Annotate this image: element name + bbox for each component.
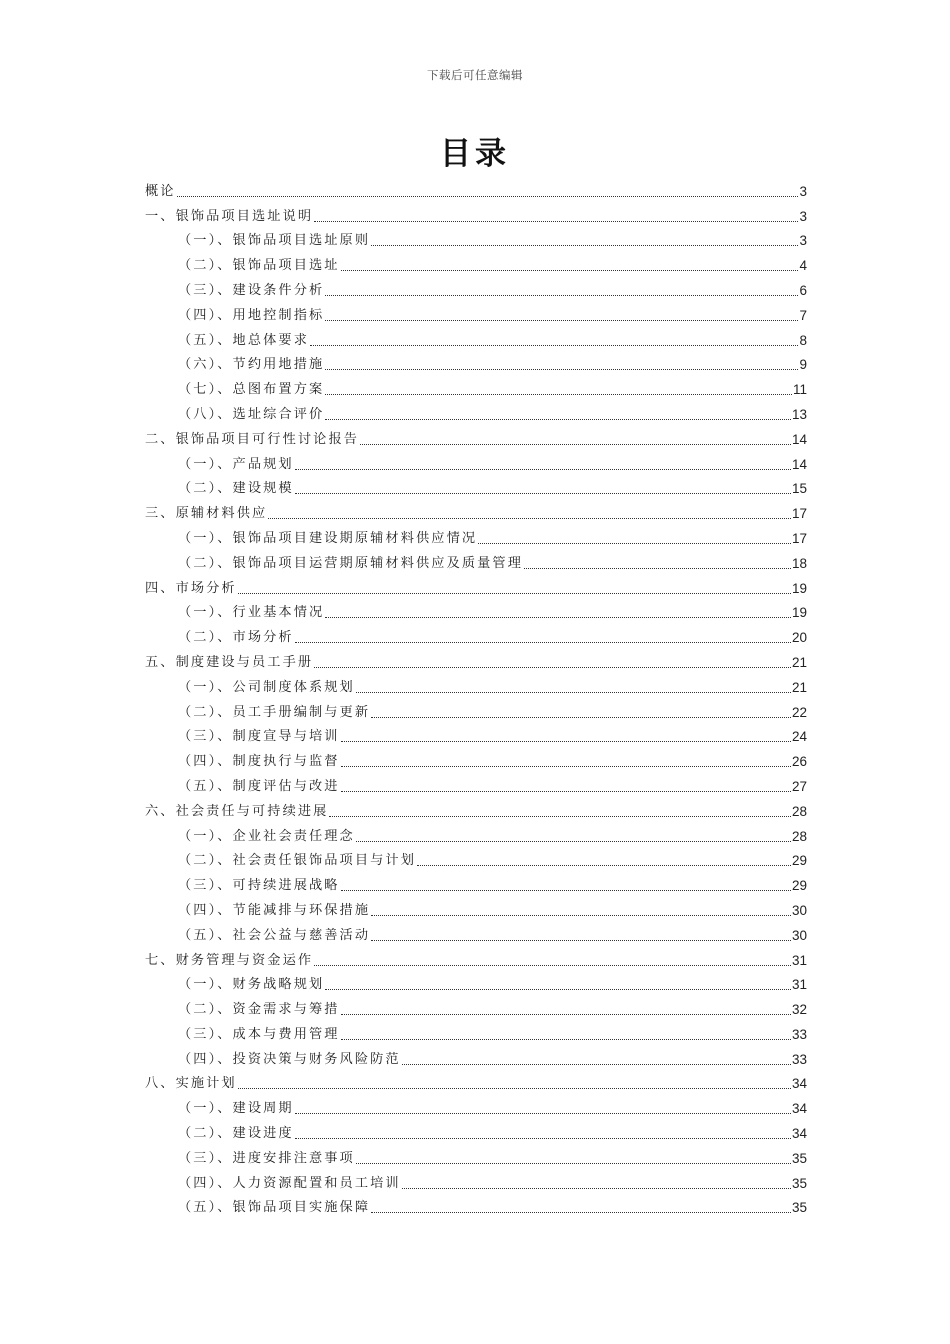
toc-entry-label: （二）、建设规模	[178, 481, 294, 497]
toc-entry-page-number: 9	[799, 357, 807, 373]
toc-entry-page-number: 19	[791, 605, 807, 621]
toc-entry[interactable]	[145, 548, 807, 573]
toc-entry[interactable]	[145, 424, 807, 449]
toc-entry-label: （二）、建设进度	[178, 1126, 294, 1142]
toc-dot-leader	[356, 841, 791, 842]
toc-dot-leader	[325, 989, 791, 990]
toc-dot-leader	[371, 1212, 791, 1213]
toc-entry[interactable]	[145, 746, 807, 771]
toc-entry[interactable]	[145, 846, 807, 871]
toc-dot-leader	[356, 692, 791, 693]
toc-entry[interactable]	[145, 945, 807, 970]
toc-entry-page-number: 20	[791, 630, 807, 646]
toc-entry-label: （四）、人力资源配置和员工培训	[178, 1175, 401, 1191]
toc-dot-leader	[371, 717, 791, 718]
toc-dot-leader	[295, 1113, 791, 1114]
toc-dot-leader	[314, 667, 791, 668]
toc-entry[interactable]	[145, 1118, 807, 1143]
toc-dot-leader	[329, 816, 791, 817]
toc-entry-page-number: 29	[791, 878, 807, 894]
toc-dot-leader	[341, 270, 799, 271]
toc-entry[interactable]	[145, 895, 807, 920]
toc-entry-page-number: 34	[791, 1076, 807, 1092]
toc-dot-leader	[341, 890, 791, 891]
toc-dot-leader	[341, 766, 791, 767]
toc-entry-label: （四）、制度执行与监督	[178, 754, 340, 770]
toc-entry-label: （一）、企业社会责任理念	[178, 828, 355, 844]
toc-dot-leader	[310, 345, 798, 346]
toc-entry-page-number: 17	[791, 530, 807, 546]
toc-entry[interactable]	[145, 374, 807, 399]
toc-entry[interactable]	[145, 920, 807, 945]
toc-entry-label: （五）、社会公益与慈善活动	[178, 927, 371, 943]
toc-entry-label: （二）、员工手册编制与更新	[178, 704, 371, 720]
toc-entry-page-number: 14	[791, 431, 807, 447]
toc-entry[interactable]	[145, 598, 807, 623]
toc-entry[interactable]	[145, 771, 807, 796]
toc-dot-leader	[402, 1188, 791, 1189]
toc-entry[interactable]	[145, 275, 807, 300]
toc-dot-leader	[524, 568, 791, 569]
toc-entry-page-number: 4	[799, 258, 807, 274]
toc-entry-label: （六）、节约用地措施	[178, 357, 325, 373]
toc-entry-page-number: 31	[791, 952, 807, 968]
toc-dot-leader	[478, 543, 791, 544]
toc-dot-leader	[341, 791, 791, 792]
toc-dot-leader	[402, 1064, 791, 1065]
toc-entry[interactable]	[145, 796, 807, 821]
toc-entry[interactable]	[145, 622, 807, 647]
toc-entry[interactable]	[145, 1093, 807, 1118]
toc-dot-leader	[341, 1039, 791, 1040]
toc-dot-leader	[371, 915, 791, 916]
toc-entry-page-number: 3	[799, 233, 807, 249]
toc-entry-label: （二）、社会责任银饰品项目与计划	[178, 853, 416, 869]
toc-dot-leader	[268, 518, 791, 519]
toc-entry-page-number: 14	[791, 456, 807, 472]
toc-dot-leader	[238, 1088, 791, 1089]
toc-entry[interactable]	[145, 325, 807, 350]
toc-entry-label: 五、制度建设与员工手册	[145, 654, 314, 670]
toc-dot-leader	[325, 394, 792, 395]
toc-dot-leader	[371, 245, 798, 246]
toc-entry-label: （三）、进度安排注意事项	[178, 1150, 355, 1166]
toc-entry[interactable]	[145, 1143, 807, 1168]
toc-entry[interactable]	[145, 449, 807, 474]
toc-entry-page-number: 33	[791, 1051, 807, 1067]
toc-entry-label: 一、银饰品项目选址说明	[145, 208, 314, 224]
toc-entry[interactable]	[145, 970, 807, 995]
toc-entry-page-number: 21	[791, 654, 807, 670]
toc-entry-label: （七）、总图布置方案	[178, 382, 325, 398]
toc-entry[interactable]	[145, 1044, 807, 1069]
toc-dot-leader	[360, 444, 791, 445]
toc-entry-label: （四）、节能减排与环保措施	[178, 902, 371, 918]
toc-entry-label: （一）、产品规划	[178, 456, 294, 472]
toc-entry-page-number: 3	[799, 183, 807, 199]
toc-entry-label: （二）、市场分析	[178, 630, 294, 646]
toc-entry[interactable]	[145, 176, 807, 201]
toc-entry-page-number: 18	[791, 555, 807, 571]
toc-entry-page-number: 34	[791, 1126, 807, 1142]
toc-entry[interactable]	[145, 722, 807, 747]
toc-entry-label: （五）、制度评估与改进	[178, 778, 340, 794]
toc-entry[interactable]	[145, 350, 807, 375]
toc-entry-page-number: 35	[791, 1175, 807, 1191]
toc-entry-label: 七、财务管理与资金运作	[145, 952, 314, 968]
toc-entry[interactable]	[145, 647, 807, 672]
toc-entry-label: 概论	[145, 183, 176, 199]
toc-entry-label: （一）、建设周期	[178, 1101, 294, 1117]
toc-entry[interactable]	[145, 399, 807, 424]
toc-entry-label: （五）、银饰品项目实施保障	[178, 1200, 371, 1216]
toc-entry-label: 三、原辅材料供应	[145, 506, 268, 522]
toc-dot-leader	[325, 320, 798, 321]
toc-entry-page-number: 35	[791, 1150, 807, 1166]
toc-entry-label: （一）、银饰品项目选址原则	[178, 233, 371, 249]
toc-entry-page-number: 19	[791, 580, 807, 596]
toc-entry[interactable]	[145, 697, 807, 722]
table-of-contents	[145, 176, 807, 1217]
toc-entry-page-number: 24	[791, 729, 807, 745]
toc-dot-leader	[417, 865, 791, 866]
toc-entry-page-number: 28	[791, 803, 807, 819]
toc-entry-page-number: 8	[799, 332, 807, 348]
toc-entry-label: 四、市场分析	[145, 580, 237, 596]
toc-dot-leader	[295, 1138, 791, 1139]
toc-entry-page-number: 31	[791, 977, 807, 993]
toc-entry-label: （四）、用地控制指标	[178, 307, 325, 323]
toc-entry[interactable]	[145, 672, 807, 697]
toc-entry[interactable]	[145, 523, 807, 548]
toc-entry-page-number: 26	[791, 754, 807, 770]
toc-entry-page-number: 30	[791, 927, 807, 943]
toc-dot-leader	[314, 221, 798, 222]
toc-entry-label: （二）、银饰品项目选址	[178, 258, 340, 274]
toc-entry[interactable]	[145, 201, 807, 226]
toc-entry[interactable]	[145, 300, 807, 325]
toc-entry[interactable]	[145, 1168, 807, 1193]
toc-entry-label: （八）、选址综合评价	[178, 406, 325, 422]
toc-entry-label: （三）、可持续进展战略	[178, 878, 340, 894]
toc-entry-page-number: 33	[791, 1026, 807, 1042]
toc-entry[interactable]	[145, 821, 807, 846]
toc-entry[interactable]	[145, 994, 807, 1019]
toc-entry-label: （四）、投资决策与财务风险防范	[178, 1051, 401, 1067]
toc-dot-leader	[371, 940, 791, 941]
toc-entry[interactable]	[145, 870, 807, 895]
toc-dot-leader	[325, 419, 791, 420]
toc-entry-label: 二、银饰品项目可行性讨论报告	[145, 431, 360, 447]
toc-entry-page-number: 11	[792, 382, 807, 398]
toc-entry-label: （一）、行业基本情况	[178, 605, 325, 621]
toc-entry-page-number: 32	[791, 1002, 807, 1018]
toc-entry[interactable]	[145, 250, 807, 275]
toc-entry-page-number: 13	[791, 406, 807, 422]
toc-entry-page-number: 28	[791, 828, 807, 844]
toc-entry-label: （二）、银饰品项目运营期原辅材料供应及质量管理	[178, 555, 524, 571]
toc-entry[interactable]	[145, 498, 807, 523]
toc-entry-page-number: 21	[791, 679, 807, 695]
toc-entry-label: （三）、建设条件分析	[178, 282, 325, 298]
toc-entry-page-number: 30	[791, 902, 807, 918]
toc-entry-page-number: 17	[791, 506, 807, 522]
toc-entry-label: 八、实施计划	[145, 1076, 237, 1092]
header-note: 下载后可任意编辑	[427, 68, 523, 82]
toc-dot-leader	[177, 196, 799, 197]
toc-entry-page-number: 6	[799, 282, 807, 298]
toc-entry-page-number: 27	[791, 778, 807, 794]
toc-entry-page-number: 3	[799, 208, 807, 224]
toc-dot-leader	[314, 965, 791, 966]
toc-dot-leader	[341, 1014, 791, 1015]
toc-entry-page-number: 15	[791, 481, 807, 497]
toc-entry-label: （一）、银饰品项目建设期原辅材料供应情况	[178, 530, 478, 546]
toc-entry[interactable]	[145, 573, 807, 598]
toc-entry-page-number: 35	[791, 1200, 807, 1216]
toc-entry[interactable]	[145, 1193, 807, 1218]
toc-dot-leader	[295, 642, 791, 643]
toc-dot-leader	[356, 1163, 791, 1164]
toc-entry-label: （一）、财务战略规划	[178, 977, 325, 993]
toc-entry-label: （五）、地总体要求	[178, 332, 309, 348]
toc-entry-page-number: 29	[791, 853, 807, 869]
toc-entry-label: （三）、制度宣导与培训	[178, 729, 340, 745]
toc-dot-leader	[295, 469, 791, 470]
toc-entry-page-number: 22	[791, 704, 807, 720]
toc-dot-leader	[325, 369, 798, 370]
toc-dot-leader	[341, 741, 791, 742]
toc-entry-label: （三）、成本与费用管理	[178, 1026, 340, 1042]
toc-dot-leader	[325, 617, 791, 618]
toc-entry[interactable]	[145, 226, 807, 251]
toc-dot-leader	[238, 593, 791, 594]
toc-dot-leader	[295, 493, 791, 494]
toc-entry-label: （一）、公司制度体系规划	[178, 679, 355, 695]
toc-entry-label: 六、社会责任与可持续进展	[145, 803, 329, 819]
toc-entry[interactable]	[145, 474, 807, 499]
toc-entry[interactable]	[145, 1019, 807, 1044]
page-title: 目录	[440, 136, 510, 172]
toc-entry-page-number: 7	[799, 307, 807, 323]
toc-entry[interactable]	[145, 1069, 807, 1094]
toc-entry-page-number: 34	[791, 1101, 807, 1117]
toc-entry-label: （二）、资金需求与筹措	[178, 1002, 340, 1018]
toc-dot-leader	[325, 295, 798, 296]
